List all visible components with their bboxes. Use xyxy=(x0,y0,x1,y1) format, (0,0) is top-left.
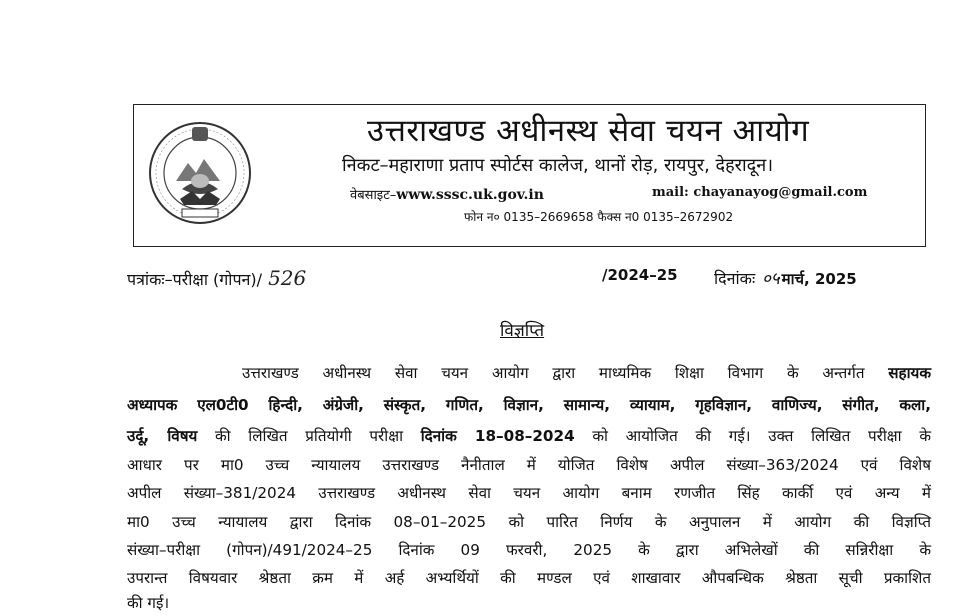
org-title: उत्तराखण्ड अधीनस्थ सेवा चयन आयोग xyxy=(367,113,810,149)
notice-line-2: अध्यापक एल0टी0 हिन्दी, अंग्रेजी, संस्कृत, गणित, विज्ञान, सामान्य, व्यायाम, गृहविज्ञान, वाणिज्य, संगीत, कला, xyxy=(127,396,931,414)
notice-title: विज्ञप्ति xyxy=(500,321,545,341)
reference-year: /2024–25 xyxy=(602,266,678,284)
notice-line-6: मा0 उच्च न्यायालय द्वारा दिनांक 08–01–2025 को पारित निर्णय के अनुपालन में आयोग की विज्ञप्ति xyxy=(127,513,931,531)
letter-reference xyxy=(127,266,306,290)
contact-web-line xyxy=(350,185,868,203)
letterhead xyxy=(133,104,926,247)
date-day-handwritten: ०५ xyxy=(761,269,780,289)
notice-line-1: उत्तराखण्ड अधीनस्थ सेवा चयन आयोग द्वारा माध्यमिक शिक्षा विभाग के अन्तर्गत सहायक xyxy=(242,364,931,382)
reference-label: पत्रांकः–परीक्षा (गोपन)/ xyxy=(127,270,263,289)
website-link[interactable]: www.sssc.uk.gov.in xyxy=(396,187,544,203)
date-month-year: मार्च, 2025 xyxy=(781,270,857,288)
phone-fax-line: फोन न० 0135–2669658 फैक्स न0 0135–2672902 xyxy=(464,210,734,224)
notice-line-5: अपील संख्या–381/2024 उत्तराखण्ड अधीनस्थ सेवा चयन आयोग बनाम रणजीत सिंह कार्की एवं अन्य में xyxy=(127,484,931,502)
notice-line-8: उपरान्त विषयवार श्रेष्ठता क्रम में अर्ह अभ्यर्थियों की मण्डल एवं शाखावार औपबन्धिक श्रेष्ठता सूची प्रकाशित xyxy=(127,569,931,587)
email-address[interactable]: mail: chayanayog@gmail.com xyxy=(652,185,868,200)
notice-line-3: उर्दू, विषय की लिखित प्रतियोगी परीक्षा दिनांक 18–08–2024 को आयोजित की गई। उक्त लिखित परीक्षा के xyxy=(127,427,931,445)
commission-seal-icon xyxy=(146,119,254,227)
letter-date xyxy=(714,266,857,289)
website-label: वेबसाइट– xyxy=(350,188,397,203)
notice-line-4: आधार पर मा0 उच्च न्यायालय उत्तराखण्ड नैनीताल में योजित विशेष अपील संख्या–363/2024 एवं विशेष xyxy=(127,456,931,474)
org-address: निकट–महाराणा प्रताप स्पोर्टस कालेज, थानों रोड़, रायपुर, देहरादून। xyxy=(342,155,774,176)
date-label: दिनांकः xyxy=(714,269,756,288)
notice-line-7: संख्या–परीक्षा (गोपन)/491/2024–25 दिनांक 09 फरवरी, 2025 के द्वारा अभिलेखों की सन्निरीक्षा के xyxy=(127,541,931,559)
notice-line-9: की गई। xyxy=(127,594,170,612)
reference-number-handwritten: 526 xyxy=(268,266,307,290)
